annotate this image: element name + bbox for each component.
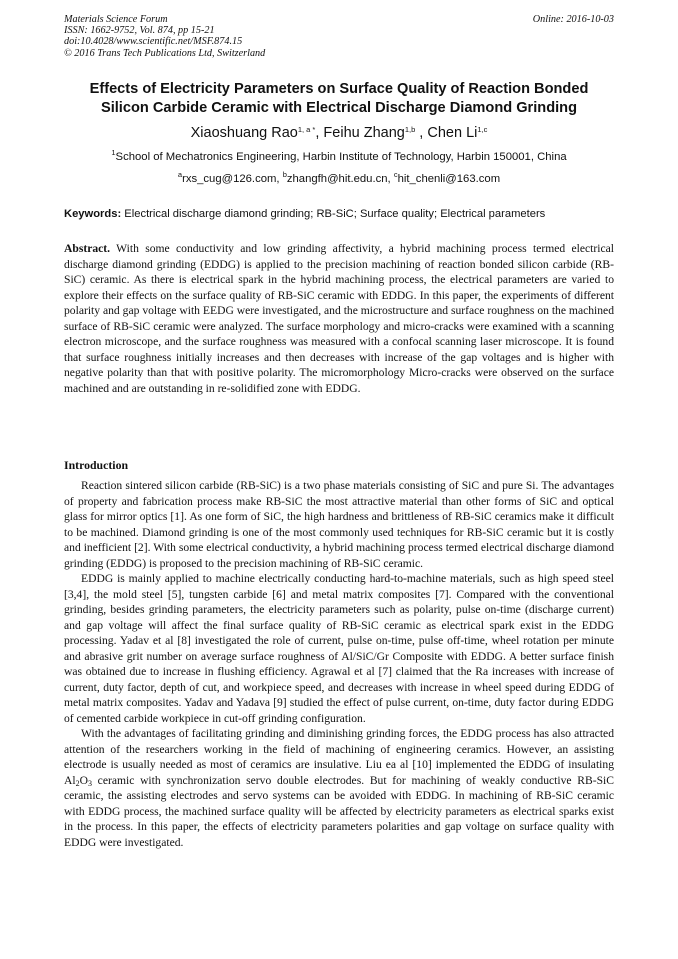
keywords-label: Keywords: <box>64 208 122 220</box>
keywords <box>64 207 624 222</box>
paper-title <box>40 80 638 118</box>
email-mark: b <box>282 170 287 179</box>
email-mark: c <box>393 170 398 179</box>
journal-issn: ISSN: 1662-9752, Vol. 874, pp 15-21 <box>64 25 215 37</box>
subscript: 3 <box>87 778 92 788</box>
journal-doi: doi:10.4028/www.scientific.net/MSF.874.15 <box>64 36 243 48</box>
author-affil-mark: 1,c <box>477 125 488 134</box>
paragraph-text: ceramic with synchronization servo double electrodes. But for machining of weakly conductive RB-SiC ceramic, the assisting electrodes and servo systems can be avoided with EDDG. In machining of RB-SiC ceramic with EDDG process, the machined surface quality will be affected by electricity parameters as electrical sparks exist in the process. In this paper, the effects of electricity parameters polarities and gap voltage on surface quality with EDDG were investigated. <box>64 773 614 849</box>
author-name: Feihu Zhang <box>323 125 405 141</box>
author-affil-mark: 1,b <box>404 125 416 134</box>
paragraph-text: O <box>79 773 88 787</box>
author-name: Xiaoshuang Rao <box>190 125 298 141</box>
abstract <box>64 241 614 396</box>
email-address[interactable]: zhangfh@hit.edu.cn <box>286 173 388 185</box>
affiliation-text: School of Mechatronics Engineering, Harbin Institute of Technology, Harbin 150001, China <box>115 151 567 163</box>
paragraph: Reaction sintered silicon carbide (RB-SiC) is a two phase materials consisting of SiC and pure Si. The advantages of property and fabrication process make RB-SiC the most attractive material than other forms of SiC and optical glass for mirror optics [1]. As one form of SiC, the high hardness and brittleness of RB-SiC ceramics make it difficult to be machined. Diamond grinding is one of the most commonly used techniques for RB-SiC ceramic but it is costly and inefficient [2]. With some electrical conductivity, a hybrid machining process termed electrical discharge diamond grinding (EDDG) is proposed to the precision machining of RB-SiC ceramic. <box>64 479 614 570</box>
affiliation-mark: 1 <box>111 148 116 157</box>
email-separator: , <box>387 173 394 185</box>
author-list <box>40 123 638 143</box>
paragraph: EDDG is mainly applied to machine electrically conducting hard-to-machine materials, such as high speed steel [3,4], the mold steel [5], tungsten carbide [6] and metal matrix composites [7]. Compared with the conventional grinding, besides grinding parameters, the electricity parameters such as polarity, pulse on-time (discharge current) and gap voltage will affect the final surface quality of RB-SiC ceramic as electrical spark exist in the EDDG processing. Yadav et al [8] investigated the role of current, pulse on-time, pulse off-time, wheel rotation per minute and abrasive grit number on average surface roughness of Al/SiC/Gr Composite with EDDG. A better surface finish was obtained due to increase in flushing efficiency. Agrawal et al [7] claimed that the Ra increases with increase of current, duty factor, depth of cut, and workpiece speed, and decreases with increase in wheel speed during EDDG of metal matrix composites. Yadav and Yadava [9] studied the effect of pulse current, on-time, duty factor during EDDG of cemented carbide workpiece in cut-off grinding configuration. <box>64 572 614 725</box>
journal-name: Materials Science Forum <box>64 14 168 25</box>
email-separator: , <box>276 173 283 185</box>
paragraph-text: With the advantages of facilitating grinding and diminishing grinding forces, the EDDG process has also attracted attention of the researchers working in the field of machining of engineering ceramics. However, an assisting electrode is usually needed as most of ceramics are insulative. Liu ea al [10] implemented the EDDG of insulating Al <box>64 727 614 787</box>
subscript: 2 <box>75 778 80 788</box>
email-list <box>40 172 638 187</box>
email-mark: a <box>177 170 183 179</box>
email-address[interactable]: rxs_cug@126.com <box>182 173 277 185</box>
section-heading-introduction: Introduction <box>64 458 129 472</box>
journal-copyright: © 2016 Trans Tech Publications Ltd, Switzerland <box>64 47 266 59</box>
abstract-text: With some conductivity and low grinding affectivity, a hybrid machining process termed electrical discharge diamond grinding (EDDG) is applied to the precision machining of reaction bonded silicon carbide (RB-SiC) ceramic. As there is electrical spark in the hybrid machining process, the electrical parameters are varied to explore their effects on the surface quality of RB-SiC ceramic with EDDG. In this paper, the experiments of different polarity and gap voltage with EEDG were investigated, and the microstructure and surface roughness on the machined surface of RB-SiC ceramic were analyzed. The surface morphology and micro-cracks were examined with a scanning electron microscope, and the surface roughness was measured with a confocal scanning laser microscope. It is found that surface roughness initially increases and then decreases with increase of the gap voltages and is higher with negative polarity than that with positive polarity. The micromorphology Micro-cracks were observed on the surface machined and are outstanding in re-solidified zone with EDDG. <box>64 242 614 395</box>
author-affil-mark: 1, a * <box>297 125 316 134</box>
title-line-1: Effects of Electricity Parameters on Surface Quality of Reaction Bonded <box>89 81 589 97</box>
title-line-2: Silicon Carbide Ceramic with Electrical Discharge Diamond Grinding <box>100 100 578 116</box>
abstract-label: Abstract. <box>64 242 111 255</box>
author-name: Chen Li <box>427 125 478 141</box>
author-separator: , <box>415 125 428 141</box>
email-address[interactable]: hit_chenli@163.com <box>397 173 501 185</box>
online-date: Online: 2016-10-03 <box>532 14 614 25</box>
keywords-text: Electrical discharge diamond grinding; RB-SiC; Surface quality; Electrical parameters <box>121 208 546 220</box>
affiliation <box>40 150 638 165</box>
author-separator: , <box>315 125 324 141</box>
journal-header <box>64 14 265 59</box>
paragraph <box>64 726 614 850</box>
introduction-body <box>64 478 614 850</box>
